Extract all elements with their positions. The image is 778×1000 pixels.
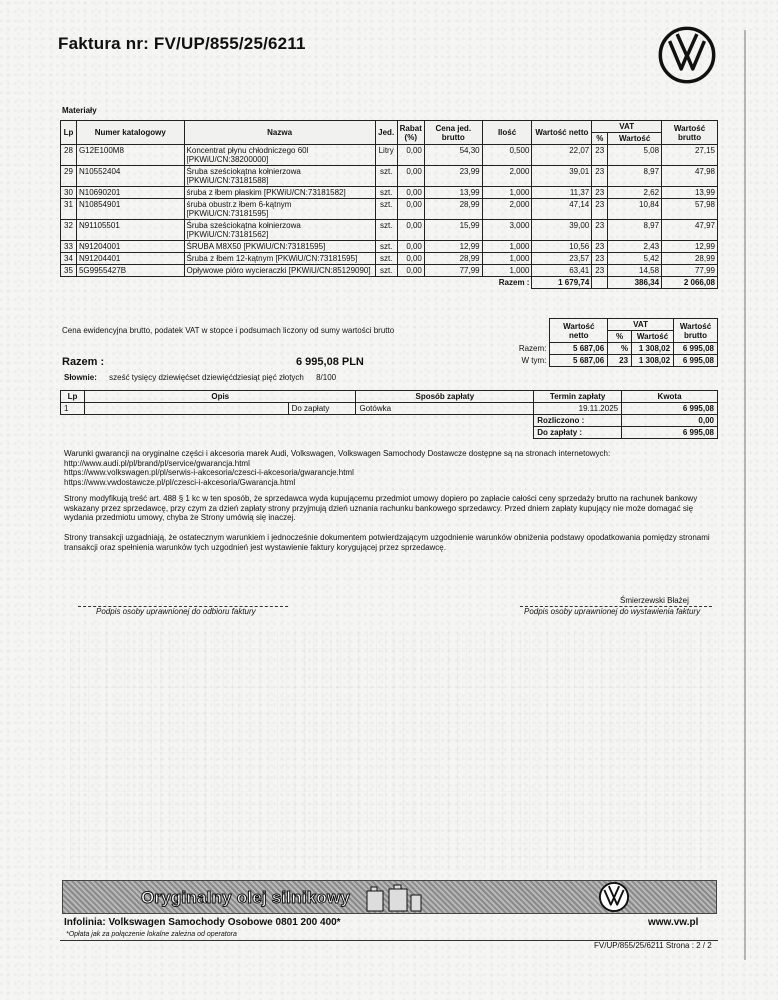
- item-name: Koncentrat płynu chłodniczego 60l [PKWiU/CN:38200000]: [184, 145, 375, 166]
- summary-vat-value: 1 308,02: [632, 343, 674, 355]
- issuer-name: Śmierzewski Błażej: [620, 596, 689, 605]
- table-row: [61, 166, 718, 187]
- payment-col-amount: Kwota: [622, 391, 718, 403]
- col-lp: Lp: [61, 121, 77, 145]
- item-discount: 0,00: [397, 187, 424, 199]
- subtotal-vat: 386,34: [608, 277, 662, 289]
- table-row: [61, 265, 718, 277]
- receiver-signature-caption: Podpis osoby uprawnionej do odbioru faktury: [96, 607, 256, 616]
- payment-col-lp: Lp: [61, 391, 85, 403]
- item-gross: 77,99: [662, 265, 718, 277]
- item-catalog: N10854901: [76, 199, 184, 220]
- summary-col-net: Wartość netto: [550, 319, 608, 343]
- item-qty: 2,000: [482, 166, 532, 187]
- item-name: Śruba sześciokątna kołnierzowa [PKWiU/CN:73181588]: [184, 166, 375, 187]
- payment-lp: 1: [61, 403, 85, 415]
- item-vat-value: 5,42: [608, 253, 662, 265]
- item-unit: szt.: [375, 253, 397, 265]
- payment-desc: Do zapłaty: [288, 403, 356, 415]
- item-vat-pct: 23: [592, 187, 608, 199]
- item-qty: 1,000: [482, 241, 532, 253]
- payment-amount: 6 995,08: [622, 403, 718, 415]
- item-name: Śruba z łbem 12-kątnym [PKWiU/CN:73181595]: [184, 253, 375, 265]
- page-reference: FV/UP/855/25/6211 Strona : 2 / 2: [594, 941, 712, 950]
- item-vat-value: 8,97: [608, 166, 662, 187]
- item-vat-pct: 23: [592, 166, 608, 187]
- vw-footer-logo-icon: [598, 881, 630, 913]
- hotline: Infolinia: Volkswagen Samochody Osobowe 0801 200 400*: [64, 917, 341, 928]
- item-unit-price: 54,30: [424, 145, 482, 166]
- item-lp: 28: [61, 145, 77, 166]
- summary-col-vat-pct: %: [608, 331, 632, 343]
- item-unit-price: 12,99: [424, 241, 482, 253]
- item-vat-pct: 23: [592, 253, 608, 265]
- col-gross: Wartość brutto: [662, 121, 718, 145]
- item-net: 47,14: [532, 199, 592, 220]
- to-pay-label: Do zapłaty :: [534, 427, 622, 439]
- table-row: [61, 187, 718, 199]
- hotline-footnote: *Opłata jak za połączenie lokalne zależna od operatora: [66, 931, 237, 938]
- summary-col-vat-value: Wartość: [632, 331, 674, 343]
- item-net: 23,57: [532, 253, 592, 265]
- to-pay-value: 6 995,08: [622, 427, 718, 439]
- payment-deadline: 19.11.2025: [534, 403, 622, 415]
- payment-table: [60, 390, 718, 439]
- subtotal-net: 1 679,74: [532, 277, 592, 289]
- item-vat-pct: 23: [592, 199, 608, 220]
- summary-col-vat: VAT: [608, 319, 674, 331]
- item-gross: 28,99: [662, 253, 718, 265]
- item-unit: szt.: [375, 241, 397, 253]
- summary-vat-pct: 23: [608, 355, 632, 367]
- item-qty: 1,000: [482, 265, 532, 277]
- item-name: śruba obustr.z łbem 6-kątnym [PKWiU/CN:73181595]: [184, 199, 375, 220]
- grand-total-value: 6 995,08 PLN: [296, 356, 364, 368]
- items-body: [61, 145, 718, 277]
- item-catalog: N10552404: [76, 166, 184, 187]
- item-net: 63,41: [532, 265, 592, 277]
- item-catalog: G12E100M8: [76, 145, 184, 166]
- summary-net: 5 687,06: [550, 355, 608, 367]
- item-catalog: N91105501: [76, 220, 184, 241]
- summary-gross: 6 995,08: [674, 343, 718, 355]
- item-gross: 27,15: [662, 145, 718, 166]
- vat-summary-table: [504, 318, 718, 367]
- item-gross: 57,98: [662, 199, 718, 220]
- item-lp: 34: [61, 253, 77, 265]
- item-unit-price: 28,99: [424, 199, 482, 220]
- item-net: 22,07: [532, 145, 592, 166]
- item-net: 39,00: [532, 220, 592, 241]
- table-row: [61, 220, 718, 241]
- item-gross: 12,99: [662, 241, 718, 253]
- subtotal-gross: 2 066,08: [662, 277, 718, 289]
- item-vat-value: 14,58: [608, 265, 662, 277]
- item-net: 39,01: [532, 166, 592, 187]
- item-vat-pct: 23: [592, 220, 608, 241]
- item-vat-value: 10,84: [608, 199, 662, 220]
- col-catalog: Numer katalogowy: [76, 121, 184, 145]
- item-catalog: 5G9955427B: [76, 265, 184, 277]
- item-vat-pct: 23: [592, 241, 608, 253]
- item-qty: 0,500: [482, 145, 532, 166]
- item-vat-value: 2,62: [608, 187, 662, 199]
- table-row: [61, 253, 718, 265]
- amount-in-words-text: sześć tysięcy dziewięćset dziewięćdziesiąt pięć złotych: [109, 373, 304, 382]
- payment-method: Gotówka: [356, 403, 534, 415]
- item-catalog: N10690201: [76, 187, 184, 199]
- summary-gross: 6 995,08: [674, 355, 718, 367]
- payment-col-deadline: Termin zapłaty: [534, 391, 622, 403]
- item-unit: szt.: [375, 220, 397, 241]
- summary-row-breakdown: [504, 355, 718, 367]
- item-name: Śruba sześciokątna kołnierzowa [PKWiU/CN:73181562]: [184, 220, 375, 241]
- item-name: śruba z łbem płaskim [PKWiU/CN:73181582]: [184, 187, 375, 199]
- warranty-link-vwdostawcze[interactable]: https://www.vwdostawcze.pl/pl/czesci-i-akcesoria/Gwarancja.html: [64, 477, 296, 487]
- summary-net: 5 687,06: [550, 343, 608, 355]
- vw-logo-icon: [658, 26, 716, 84]
- item-unit-price: 13,99: [424, 187, 482, 199]
- item-lp: 31: [61, 199, 77, 220]
- table-row: [61, 145, 718, 166]
- item-discount: 0,00: [397, 166, 424, 187]
- item-qty: 1,000: [482, 253, 532, 265]
- terms-payment-clause: Strony modyfikują treść art. 488 § 1 kc w ten sposób, że sprzedawca wyda kupującemu przedmiot umowy dopiero po zapłacie całości ceny sprzedaży brutto na rachunek bankowy wskazany przez sprzedawcę, przy czym za dzień zapłaty strony przyjmują dzień uznania rachunku bankowego sprzedawcy. Przed dniem zapłaty kupujący nie może domagać się wydania przedmiotu umowy, chyba że Strony umówią się inaczej.: [64, 494, 698, 522]
- warranty-intro: Warunki gwarancji na oryginalne części i akcesoria marek Audi, Volkswagen, Volkswagen Samochody Dostawcze dostępne są na stronach internetowych:: [64, 449, 611, 458]
- col-name: Nazwa: [184, 121, 375, 145]
- item-net: 11,37: [532, 187, 592, 199]
- item-discount: 0,00: [397, 220, 424, 241]
- subtotal-row: [61, 277, 718, 289]
- item-unit-price: 15,99: [424, 220, 482, 241]
- summary-vat-pct: %: [608, 343, 632, 355]
- oil-banner-text: Oryginalny olej silnikowy: [141, 888, 351, 907]
- col-discount: Rabat (%): [397, 121, 424, 145]
- item-vat-value: 8,97: [608, 220, 662, 241]
- item-unit: szt.: [375, 166, 397, 187]
- item-name: ŚRUBA M8X50 [PKWiU/CN:73181595]: [184, 241, 375, 253]
- summary-row-label: W tym:: [521, 356, 547, 365]
- issuer-signature-caption: Podpis osoby uprawnionej do wystawienia faktury: [524, 607, 701, 616]
- item-discount: 0,00: [397, 145, 424, 166]
- item-catalog: N91204001: [76, 241, 184, 253]
- item-unit: szt.: [375, 199, 397, 220]
- item-lp: 32: [61, 220, 77, 241]
- item-unit-price: 28,99: [424, 253, 482, 265]
- item-unit-price: 23,99: [424, 166, 482, 187]
- grand-total-label: Razem :: [62, 356, 105, 368]
- col-qty: Ilość: [482, 121, 532, 145]
- amount-in-words: [64, 373, 336, 382]
- table-row: [61, 241, 718, 253]
- warranty-link-volkswagen[interactable]: https://www.volkswagen.pl/pl/serwis-i-akcesoria/czesci-i-akcesoria/gwarancje.html: [64, 468, 354, 477]
- scan-noise-area: [70, 630, 720, 870]
- col-unit: Jed.: [375, 121, 397, 145]
- amount-in-words-grosze: 8/100: [316, 373, 337, 382]
- settled-value: 0,00: [622, 415, 718, 427]
- settled-label: Rozliczono :: [534, 415, 622, 427]
- item-unit: szt.: [375, 265, 397, 277]
- subtotal-label: Razem :: [498, 278, 530, 287]
- oil-can-icon: [363, 883, 423, 913]
- payment-col-method: Sposób zapłaty: [356, 391, 534, 403]
- item-unit: Litry: [375, 145, 397, 166]
- item-qty: 2,000: [482, 199, 532, 220]
- materials-label: Materiały: [62, 106, 97, 115]
- scan-edge-shadow: [744, 30, 746, 960]
- item-qty: 1,000: [482, 187, 532, 199]
- items-table: [60, 120, 718, 289]
- item-discount: 0,00: [397, 253, 424, 265]
- item-vat-value: 2,43: [608, 241, 662, 253]
- invoice-title: Faktura nr: FV/UP/855/25/6211: [58, 34, 306, 53]
- item-vat-pct: 23: [592, 265, 608, 277]
- item-discount: 0,00: [397, 199, 424, 220]
- summary-col-gross: Wartość brutto: [674, 319, 718, 343]
- item-vat-pct: 23: [592, 145, 608, 166]
- item-discount: 0,00: [397, 241, 424, 253]
- item-unit: szt.: [375, 187, 397, 199]
- col-vat-value: Wartość: [608, 133, 662, 145]
- item-unit-price: 77,99: [424, 265, 482, 277]
- item-net: 10,56: [532, 241, 592, 253]
- item-qty: 3,000: [482, 220, 532, 241]
- item-lp: 33: [61, 241, 77, 253]
- summary-row-total: [504, 343, 718, 355]
- payment-row: [61, 403, 718, 415]
- website-link[interactable]: www.vw.pl: [648, 917, 699, 928]
- item-name: Opływowe pióro wycieraczki [PKWiU/CN:85129090]: [184, 265, 375, 277]
- col-net: Wartość netto: [532, 121, 592, 145]
- col-vat-pct: %: [592, 133, 608, 145]
- payment-col-desc: Opis: [84, 391, 356, 403]
- item-catalog: N91204401: [76, 253, 184, 265]
- table-row: [61, 199, 718, 220]
- col-vat: VAT: [592, 121, 662, 133]
- price-note: Cena ewidencyjna brutto, podatek VAT w stopce i podsumach liczony od sumy wartości brutto: [62, 326, 395, 335]
- col-unit-price: Cena jed. brutto: [424, 121, 482, 145]
- summary-row-label: Razem:: [518, 344, 547, 353]
- item-lp: 29: [61, 166, 77, 187]
- summary-vat-value: 1 308,02: [632, 355, 674, 367]
- item-lp: 35: [61, 265, 77, 277]
- item-discount: 0,00: [397, 265, 424, 277]
- item-gross: 13,99: [662, 187, 718, 199]
- warranty-info: [64, 449, 714, 487]
- item-lp: 30: [61, 187, 77, 199]
- warranty-link-audi[interactable]: http://www.audi.pl/pl/brand/pl/service/gwarancja.html: [64, 458, 250, 468]
- terms-correction-clause: Strony transakcji uzgadniają, że ostatecznym warunkiem i jednocześnie dokumentem potwierdzającym uzgodnienie warunków obniżenia podstawy opodatkowania pomiędzy stronami transakcji oraz spełnienia warunków tych uzgodnień jest wystawienie faktury korygującej przez sprzedawcę.: [64, 533, 710, 552]
- item-gross: 47,98: [662, 166, 718, 187]
- amount-in-words-label: Słownie:: [64, 373, 97, 382]
- item-vat-value: 5,08: [608, 145, 662, 166]
- item-gross: 47,97: [662, 220, 718, 241]
